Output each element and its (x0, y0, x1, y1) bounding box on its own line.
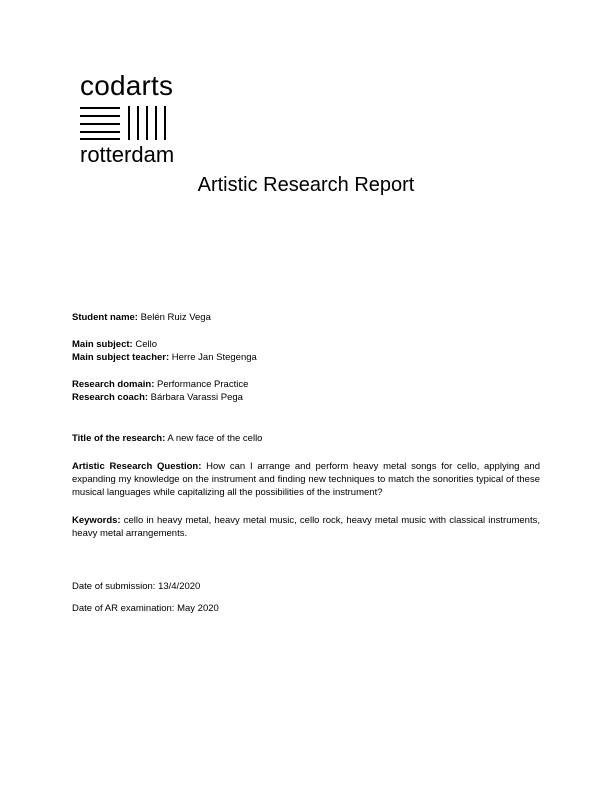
research-question-value: How can I arrange and perform heavy metal songs for cello, applying and expanding my knowledge on the instrument and finding new techniques to match the sonorities typical of these musical languages while capitalizing all the possibilities of the instrument? (72, 461, 540, 498)
codarts-logo (80, 70, 180, 166)
research-title-value: A new face of the cello (165, 433, 263, 444)
main-subject-teacher-line (72, 351, 257, 364)
research-domain-value: Performance Practice (154, 379, 249, 390)
main-subject-line (72, 338, 157, 351)
keywords-value: cello in heavy metal, heavy metal music, cello rock, heavy metal music with classical instruments, heavy metal arrangements. (72, 515, 540, 539)
submission-date: Date of submission: 13/4/2020 (72, 581, 201, 592)
main-subject-label: Main subject: (72, 339, 133, 350)
research-coach-value: Bárbara Varassi Pega (148, 392, 243, 403)
student-name-label: Student name: (72, 312, 138, 323)
main-subject-teacher-value: Herre Jan Stegenga (169, 352, 257, 363)
research-domain-line (72, 378, 248, 391)
logo-bars-icon (80, 106, 176, 140)
student-name-line (72, 311, 211, 324)
research-question-label: Artistic Research Question: (72, 461, 202, 472)
research-title-label: Title of the research: (72, 433, 166, 444)
main-subject-teacher-label: Main subject teacher: (72, 352, 170, 363)
research-domain-label: Research domain: (72, 379, 155, 390)
keywords-paragraph (72, 514, 540, 540)
logo-wordmark-top: codarts (80, 70, 174, 101)
document-title: Artistic Research Report (197, 174, 415, 196)
examination-date: Date of AR examination: May 2020 (72, 603, 219, 614)
research-question-paragraph (72, 460, 540, 499)
student-name-value: Belén Ruiz Vega (137, 312, 211, 323)
main-subject-value: Cello (132, 339, 157, 350)
logo-wordmark-bottom: rotterdam (80, 142, 175, 167)
research-title-line (72, 432, 262, 445)
research-coach-line (72, 391, 243, 404)
keywords-label: Keywords: (72, 515, 121, 526)
research-coach-label: Research coach: (72, 392, 149, 403)
